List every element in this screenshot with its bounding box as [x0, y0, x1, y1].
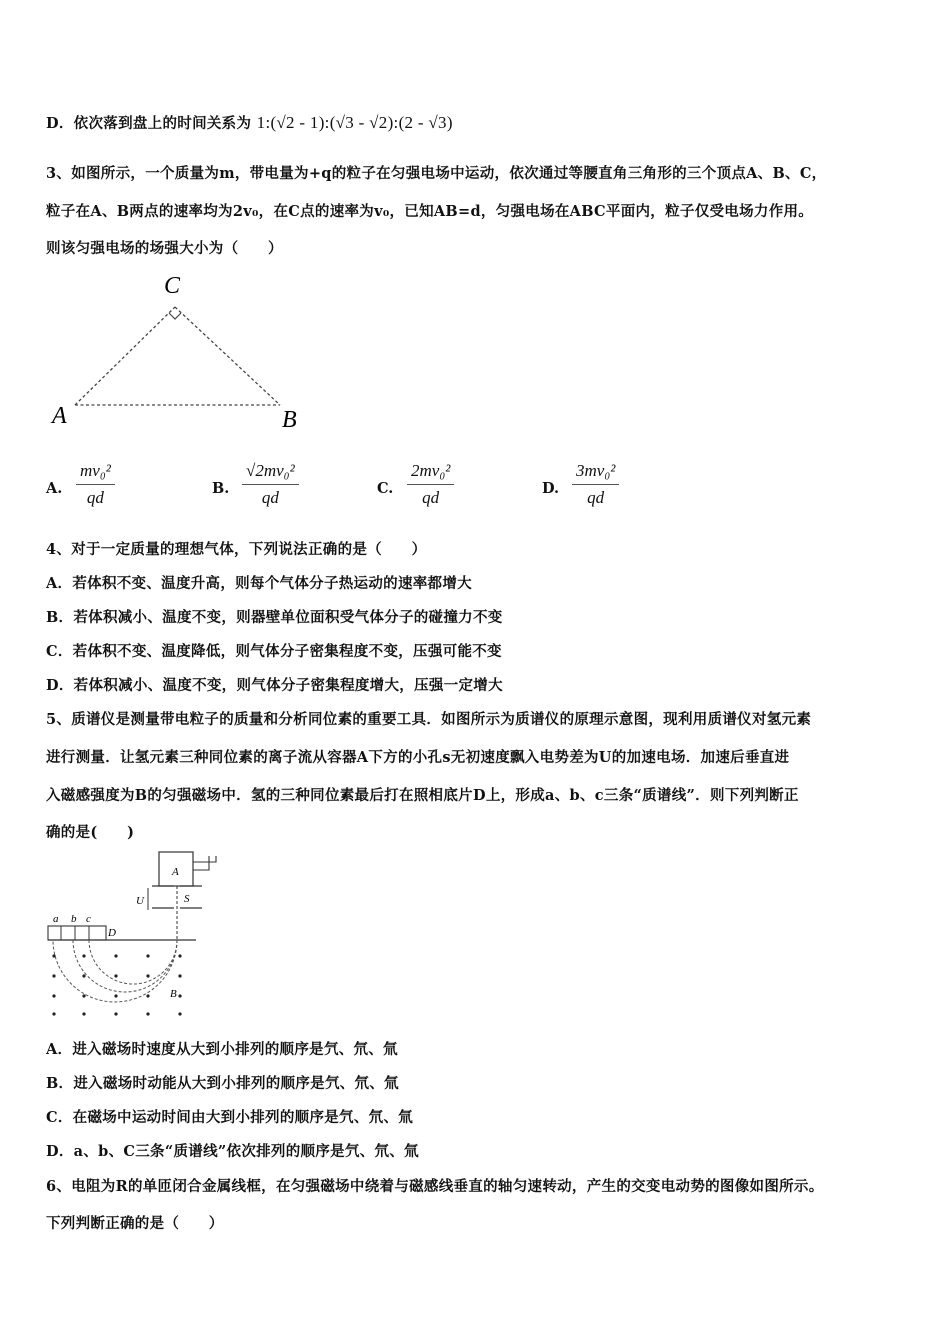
- q5-stem-line-2: 进行测量．让氢元素三种同位素的离子流从容器A下方的小孔s无初速度飘入电势差为U的加速电场．加速后垂直进: [46, 749, 790, 766]
- slit-label: S: [184, 893, 190, 905]
- q5-stem-line-3: 入磁感强度为B的匀强磁场中．氢的三种同位素最后打在照相底片D上，形成a、b、c三条“质谱线”．则下列判断正: [46, 787, 799, 804]
- voltage-label: U: [136, 895, 144, 907]
- vertex-a-label: A: [52, 403, 67, 429]
- q4-stem: 4、对于一定质量的理想气体，下列说法正确的是（ ）: [46, 541, 427, 558]
- q4-option-b: B．若体积减小、温度不变，则器壁单位面积受气体分子的碰撞力不变: [46, 609, 503, 626]
- q6-stem-line-2: 下列判断正确的是（ ）: [46, 1215, 224, 1232]
- field-b-label: B: [170, 988, 177, 1000]
- magnetic-field-dots: [52, 954, 181, 1015]
- inlet-pipe: [193, 856, 216, 862]
- q3-option-b-label: B.: [212, 480, 230, 497]
- q2-option-d: [46, 112, 453, 133]
- q2-option-d-formula: 1:(√2 - 1):(√3 - √2):(2 - √3): [256, 113, 453, 132]
- q3-stem-line-1: 3、如图所示，一个质量为m，带电量为+q的粒子在匀强电场中运动，依次通过等腰直角三角形的三个顶点A、B、C，: [46, 165, 827, 182]
- q3-option-a-numerator: mv₀²: [76, 458, 115, 485]
- q3-option-b-denominator: qd: [261, 488, 279, 507]
- path-c: [89, 940, 177, 984]
- q5-stem-line-1: 5、质谱仪是测量带电粒子的质量和分析同位素的重要工具．如图所示为质谱仪的原理示意图，现利用质谱仪对氢元素: [46, 711, 812, 728]
- path-a: [53, 940, 177, 1002]
- q5-option-b: B．进入磁场时动能从大到小排列的顺序是氕、氘、氚: [46, 1075, 399, 1092]
- q5-spectrometer-figure: [44, 848, 224, 1023]
- q3-option-b-numerator: √2mv₀²: [242, 458, 299, 485]
- q3-stem-line-2: 粒子在A、B两点的速率均为2v₀，在C点的速率为v₀，已知AB=d，匀强电场在ABC平面内，粒子仅受电场力作用。: [46, 203, 814, 220]
- q5-option-d: D．a、b、C三条“质谱线”依次排列的顺序是氕、氘、氚: [46, 1143, 419, 1160]
- q3-stem-line-3: 则该匀强电场的场强大小为（ ）: [46, 240, 283, 257]
- path-b: [73, 940, 177, 992]
- q5-stem-line-4: 确的是( ): [46, 824, 135, 841]
- container-a-label: A: [172, 866, 179, 878]
- q3-option-c-numerator: 2mv₀²: [407, 458, 454, 485]
- triangle-side-bc: [175, 307, 280, 405]
- q3-option-a-denominator: qd: [86, 488, 104, 507]
- q5-option-a: A．进入磁场时速度从大到小排列的顺序是氕、氘、氚: [46, 1041, 398, 1058]
- vertex-b-label: B: [282, 407, 297, 433]
- line-c-label: c: [86, 913, 91, 925]
- right-angle-mark: [169, 313, 181, 319]
- q3-option-b-fraction: [242, 458, 299, 511]
- q4-option-a: A．若体积不变、温度升高，则每个气体分子热运动的速率都增大: [46, 575, 472, 592]
- q3-option-a-fraction: [76, 458, 115, 511]
- vertex-c-label: C: [164, 273, 181, 299]
- q3-option-d-numerator: 3mv₀²: [572, 458, 619, 485]
- q3-option-c-denominator: qd: [422, 488, 440, 507]
- q6-stem-line-1: 6、电阻为R的单匝闭合金属线框，在匀强磁场中绕着与磁感线垂直的轴匀速转动，产生的交变电动势的图像如图所示。: [46, 1178, 824, 1195]
- triangle-side-ac: [75, 307, 175, 405]
- q3-triangle-figure: [40, 265, 320, 440]
- plate-d: [48, 926, 106, 940]
- line-a-label: a: [53, 913, 59, 925]
- plate-d-label: D: [108, 927, 116, 939]
- q3-option-d-fraction: [572, 458, 619, 511]
- q4-option-c: C．若体积不变、温度降低，则气体分子密集程度不变，压强可能不变: [46, 643, 502, 660]
- q3-option-a-label: A.: [46, 480, 63, 497]
- q3-option-c-label: C.: [377, 480, 394, 497]
- q3-option-d-denominator: qd: [587, 488, 605, 507]
- q3-option-c-fraction: [407, 458, 454, 511]
- inlet-pipe-lower: [193, 856, 209, 870]
- line-b-label: b: [71, 913, 77, 925]
- q4-option-d: D．若体积减小、温度不变，则气体分子密集程度增大，压强一定增大: [46, 677, 503, 694]
- q2-option-d-label: D．依次落到盘上的时间关系为: [46, 115, 252, 132]
- q5-option-c: C．在磁场中运动时间由大到小排列的顺序是氕、氘、氚: [46, 1109, 414, 1126]
- q3-option-d-label: D.: [542, 480, 560, 497]
